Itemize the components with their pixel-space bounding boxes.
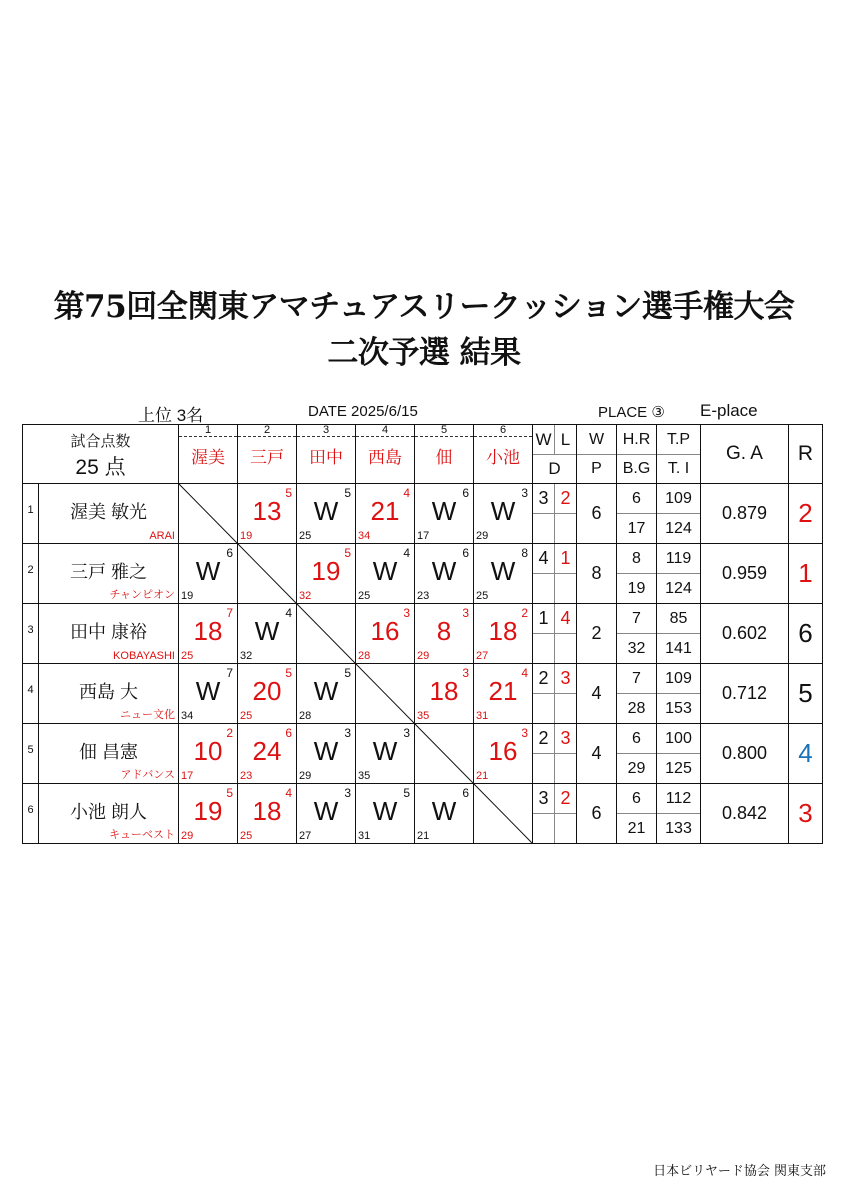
column-header-5 (415, 425, 474, 484)
footer-organization: 日本ビリヤード協会 関東支部 (653, 1164, 826, 1179)
match-result-cell (474, 724, 533, 784)
wins: 3 (538, 488, 549, 508)
innings: 31 (358, 829, 371, 842)
high-run-total: 6 (617, 724, 656, 754)
high-run: 6 (462, 485, 469, 500)
total-points: 112 (657, 784, 700, 814)
diagonal-line (356, 664, 414, 723)
match-result-cell (415, 664, 474, 724)
draws (554, 754, 576, 783)
innings: 31 (476, 709, 489, 722)
match-result-cell (179, 544, 238, 604)
general-average: 0.879 (701, 484, 789, 544)
innings: 25 (181, 649, 194, 662)
high-run: 8 (521, 545, 528, 560)
high-run: 3 (403, 725, 410, 740)
general-average: 0.800 (701, 724, 789, 784)
match-score: W (313, 795, 339, 826)
column-player-name: 佃 (435, 448, 453, 467)
match-score: 8 (436, 615, 452, 646)
player-name: 田中 康裕 (69, 622, 147, 642)
page-subtitle: 二次予選 結果 (327, 335, 521, 371)
self-match-cell (356, 664, 415, 724)
row-number: 5 (23, 724, 39, 784)
innings: 34 (358, 529, 371, 542)
wins: 1 (538, 608, 549, 628)
row-number: 2 (23, 544, 39, 604)
tp-ti-cell (657, 604, 701, 664)
innings: 27 (476, 649, 489, 662)
match-result-cell (474, 484, 533, 544)
match-score: W (490, 555, 516, 586)
match-score: 24 (252, 735, 282, 766)
wp-header (577, 425, 617, 484)
high-run: 5 (344, 485, 351, 500)
innings: 28 (358, 649, 371, 662)
total-innings: 124 (665, 520, 692, 537)
column-number: 4 (356, 425, 414, 437)
wins: 2 (538, 728, 549, 748)
player-club: キューベスト (109, 829, 175, 841)
match-result-cell (356, 544, 415, 604)
column-player-name: 小池 (486, 448, 520, 467)
column-player-name: 三戸 (250, 448, 284, 467)
ga-header: G. A (701, 425, 789, 484)
d-header: D (548, 459, 561, 478)
win-points: 4 (577, 724, 617, 784)
match-score: 19 (311, 555, 341, 586)
player-cell (39, 724, 179, 784)
wins: 4 (538, 548, 549, 568)
innings: 29 (181, 829, 194, 842)
player-cell (39, 544, 179, 604)
rank-header: R (789, 425, 823, 484)
match-result-cell (415, 484, 474, 544)
innings: 32 (240, 649, 253, 662)
match-score: 10 (193, 735, 223, 766)
wld-cell (533, 664, 577, 724)
player-cell (39, 604, 179, 664)
tp-ti-cell (657, 724, 701, 784)
wins: 2 (538, 668, 549, 688)
row-number: 3 (23, 604, 39, 664)
losses: 2 (554, 784, 576, 813)
match-result-cell (238, 724, 297, 784)
innings: 21 (476, 769, 489, 782)
high-run: 3 (344, 725, 351, 740)
wp-w-header: W (577, 425, 616, 455)
column-number: 2 (238, 425, 296, 437)
innings: 19 (181, 589, 194, 602)
high-run: 2 (226, 725, 233, 740)
high-run: 4 (285, 605, 292, 620)
innings: 25 (299, 529, 312, 542)
high-run: 6 (285, 725, 292, 740)
match-result-cell (238, 784, 297, 844)
player-row (23, 664, 823, 724)
column-player-name: 西島 (368, 448, 402, 467)
high-run: 4 (285, 785, 292, 800)
row-number: 6 (23, 784, 39, 844)
general-average: 0.602 (701, 604, 789, 664)
high-run: 2 (521, 605, 528, 620)
top-qualifiers-label: 上位 3名 (138, 406, 204, 425)
best-game: 29 (627, 760, 646, 777)
place-label: PLACE ③ (598, 404, 665, 421)
win-points: 8 (577, 544, 617, 604)
match-score: W (372, 795, 398, 826)
column-number: 6 (474, 425, 532, 437)
player-name: 三戸 雅之 (69, 562, 147, 582)
general-average: 0.959 (701, 544, 789, 604)
innings: 21 (417, 829, 430, 842)
high-run-total: 8 (617, 544, 656, 574)
high-run: 7 (226, 665, 233, 680)
player-row (23, 724, 823, 784)
high-run-total: 7 (617, 604, 656, 634)
innings: 29 (299, 769, 312, 782)
rank: 2 (789, 484, 823, 544)
match-score: W (313, 735, 339, 766)
hr-bg-header (617, 425, 657, 484)
self-match-cell (238, 544, 297, 604)
high-run: 5 (344, 665, 351, 680)
high-run: 4 (521, 665, 528, 680)
column-number: 1 (179, 425, 237, 437)
wld-cell (533, 604, 577, 664)
match-score: W (313, 675, 339, 706)
innings: 34 (181, 709, 194, 722)
match-score: 21 (370, 495, 400, 526)
hr-bg-cell (617, 664, 657, 724)
innings: 25 (476, 589, 489, 602)
player-club: KOBAYASHI (113, 650, 175, 662)
win-points: 4 (577, 664, 617, 724)
match-result-cell (297, 724, 356, 784)
player-club: アドバンス (120, 769, 175, 781)
total-innings: 133 (665, 820, 692, 837)
match-score: W (313, 495, 339, 526)
losses: 2 (554, 484, 576, 513)
player-row (23, 604, 823, 664)
hr-bg-cell (617, 604, 657, 664)
diagonal-line (474, 784, 532, 843)
match-score: W (431, 555, 457, 586)
innings: 19 (240, 529, 253, 542)
match-score: 16 (370, 615, 400, 646)
rank: 1 (789, 544, 823, 604)
w-header: W (535, 430, 552, 449)
column-player-name: 渥美 (191, 448, 225, 467)
total-innings: 125 (665, 760, 692, 777)
results-table (22, 424, 823, 844)
match-result-cell (179, 784, 238, 844)
diagonal-line (297, 604, 355, 663)
match-result-cell (415, 604, 474, 664)
innings: 27 (299, 829, 312, 842)
match-result-cell (179, 724, 238, 784)
tp-ti-cell (657, 544, 701, 604)
match-result-cell (297, 484, 356, 544)
player-name: 小池 朗人 (69, 802, 147, 822)
innings: 17 (181, 769, 194, 782)
player-row (23, 784, 823, 844)
match-score: W (431, 495, 457, 526)
total-innings: 141 (665, 640, 692, 657)
hr-bg-cell (617, 544, 657, 604)
losses: 3 (554, 724, 576, 753)
column-number: 3 (297, 425, 355, 437)
best-game: 28 (627, 700, 646, 717)
match-score: 16 (488, 735, 518, 766)
total-innings: 153 (665, 700, 692, 717)
score-header (23, 425, 179, 484)
column-header-3 (297, 425, 356, 484)
innings: 29 (476, 529, 489, 542)
losses: 4 (554, 604, 576, 633)
diagonal-line (179, 484, 237, 543)
self-match-cell (179, 484, 238, 544)
hr-bg-cell (617, 724, 657, 784)
high-run: 6 (462, 545, 469, 560)
wld-cell (533, 544, 577, 604)
total-innings: 124 (665, 580, 692, 597)
match-result-cell (415, 784, 474, 844)
player-club: ARAI (149, 530, 175, 542)
wld-cell (533, 484, 577, 544)
total-points: 85 (657, 604, 700, 634)
match-score: 21 (488, 675, 518, 706)
ti-header: T. I (667, 460, 690, 477)
l-header: L (554, 425, 576, 454)
high-run: 5 (226, 785, 233, 800)
high-run: 5 (403, 785, 410, 800)
hr-bg-cell (617, 484, 657, 544)
venue-label: E-place (700, 401, 758, 420)
diagonal-line (415, 724, 473, 783)
total-points: 109 (657, 484, 700, 514)
row-number: 1 (23, 484, 39, 544)
match-score: 13 (252, 495, 282, 526)
match-score: 18 (252, 795, 282, 826)
wins: 3 (538, 788, 549, 808)
best-game: 32 (627, 640, 646, 657)
losses: 3 (554, 664, 576, 693)
match-result-cell (238, 664, 297, 724)
best-game: 21 (627, 820, 646, 837)
high-run: 3 (344, 785, 351, 800)
high-run: 4 (403, 545, 410, 560)
losses: 1 (554, 544, 576, 573)
win-points: 6 (577, 484, 617, 544)
match-score: W (195, 675, 221, 706)
self-match-cell (474, 784, 533, 844)
innings: 35 (417, 709, 430, 722)
high-run: 4 (403, 485, 410, 500)
total-points: 109 (657, 664, 700, 694)
innings: 29 (417, 649, 430, 662)
self-match-cell (415, 724, 474, 784)
wld-header (533, 425, 577, 484)
high-run: 6 (226, 545, 233, 560)
innings: 32 (299, 589, 312, 602)
match-result-cell (297, 784, 356, 844)
score-value: 25 点 (75, 455, 126, 479)
match-score: W (431, 795, 457, 826)
high-run-total: 6 (617, 784, 656, 814)
match-score: 18 (488, 615, 518, 646)
match-result-cell (415, 544, 474, 604)
bg-header: B.G (622, 460, 651, 477)
player-row (23, 484, 823, 544)
innings: 17 (417, 529, 430, 542)
general-average: 0.712 (701, 664, 789, 724)
innings: 25 (240, 829, 253, 842)
match-result-cell (356, 484, 415, 544)
match-result-cell (238, 484, 297, 544)
tp-ti-cell (657, 784, 701, 844)
high-run: 3 (403, 605, 410, 620)
innings: 23 (240, 769, 253, 782)
high-run: 5 (285, 485, 292, 500)
player-club: チャンピオン (109, 589, 175, 601)
rank: 5 (789, 664, 823, 724)
tp-ti-cell (657, 664, 701, 724)
high-run-total: 6 (617, 484, 656, 514)
match-score: W (195, 555, 221, 586)
innings: 23 (417, 589, 430, 602)
player-row (23, 544, 823, 604)
high-run: 5 (285, 665, 292, 680)
tp-header: T.P (657, 425, 700, 455)
total-points: 119 (657, 544, 700, 574)
innings: 25 (240, 709, 253, 722)
high-run-total: 7 (617, 664, 656, 694)
row-number: 4 (23, 664, 39, 724)
player-cell (39, 784, 179, 844)
draws (554, 814, 576, 843)
high-run: 3 (462, 605, 469, 620)
draws (554, 574, 576, 603)
match-result-cell (297, 544, 356, 604)
match-result-cell (356, 784, 415, 844)
column-header-6 (474, 425, 533, 484)
draws (554, 634, 576, 663)
draws (554, 694, 576, 723)
player-name: 西島 大 (78, 682, 138, 702)
match-result-cell (179, 664, 238, 724)
draws (554, 514, 576, 543)
match-score: 19 (193, 795, 223, 826)
page-title: 第75回全関東アマチュアスリークッション選手権大会 (53, 289, 795, 325)
high-run: 3 (521, 485, 528, 500)
player-cell (39, 484, 179, 544)
best-game: 17 (627, 520, 646, 537)
player-name: 佃 昌憲 (78, 742, 138, 762)
column-header-4 (356, 425, 415, 484)
match-result-cell (356, 724, 415, 784)
high-run: 3 (521, 725, 528, 740)
high-run: 5 (344, 545, 351, 560)
rank: 3 (789, 784, 823, 844)
hr-header: H.R (617, 425, 656, 455)
diagonal-line (238, 544, 296, 603)
rank: 4 (789, 724, 823, 784)
tp-ti-header (657, 425, 701, 484)
column-player-name: 田中 (309, 448, 343, 467)
match-result-cell (356, 604, 415, 664)
general-average: 0.842 (701, 784, 789, 844)
wld-cell (533, 784, 577, 844)
header-row (23, 425, 823, 484)
high-run: 3 (462, 665, 469, 680)
match-score: 18 (429, 675, 459, 706)
player-club: ニュー文化 (120, 709, 175, 721)
innings: 25 (358, 589, 371, 602)
match-result-cell (474, 604, 533, 664)
player-cell (39, 664, 179, 724)
tp-ti-cell (657, 484, 701, 544)
match-score: 20 (252, 675, 282, 706)
match-result-cell (179, 604, 238, 664)
match-score: 18 (193, 615, 223, 646)
rank: 6 (789, 604, 823, 664)
column-header-2 (238, 425, 297, 484)
match-score: W (490, 495, 516, 526)
match-result-cell (238, 604, 297, 664)
wp-p-header: P (591, 460, 602, 477)
innings: 28 (299, 709, 312, 722)
match-result-cell (474, 544, 533, 604)
self-match-cell (297, 604, 356, 664)
total-points: 100 (657, 724, 700, 754)
column-header-1 (179, 425, 238, 484)
match-score: W (254, 615, 280, 646)
high-run: 6 (462, 785, 469, 800)
wld-cell (533, 724, 577, 784)
player-name: 渥美 敏光 (69, 502, 147, 522)
match-result-cell (474, 664, 533, 724)
win-points: 2 (577, 604, 617, 664)
best-game: 19 (627, 580, 646, 597)
column-number: 5 (415, 425, 473, 437)
match-result-cell (297, 664, 356, 724)
match-score: W (372, 555, 398, 586)
high-run: 7 (226, 605, 233, 620)
hr-bg-cell (617, 784, 657, 844)
score-title: 試合点数 (70, 432, 131, 450)
match-score: W (372, 735, 398, 766)
innings: 35 (358, 769, 371, 782)
win-points: 6 (577, 784, 617, 844)
date-label: DATE 2025/6/15 (308, 403, 418, 420)
